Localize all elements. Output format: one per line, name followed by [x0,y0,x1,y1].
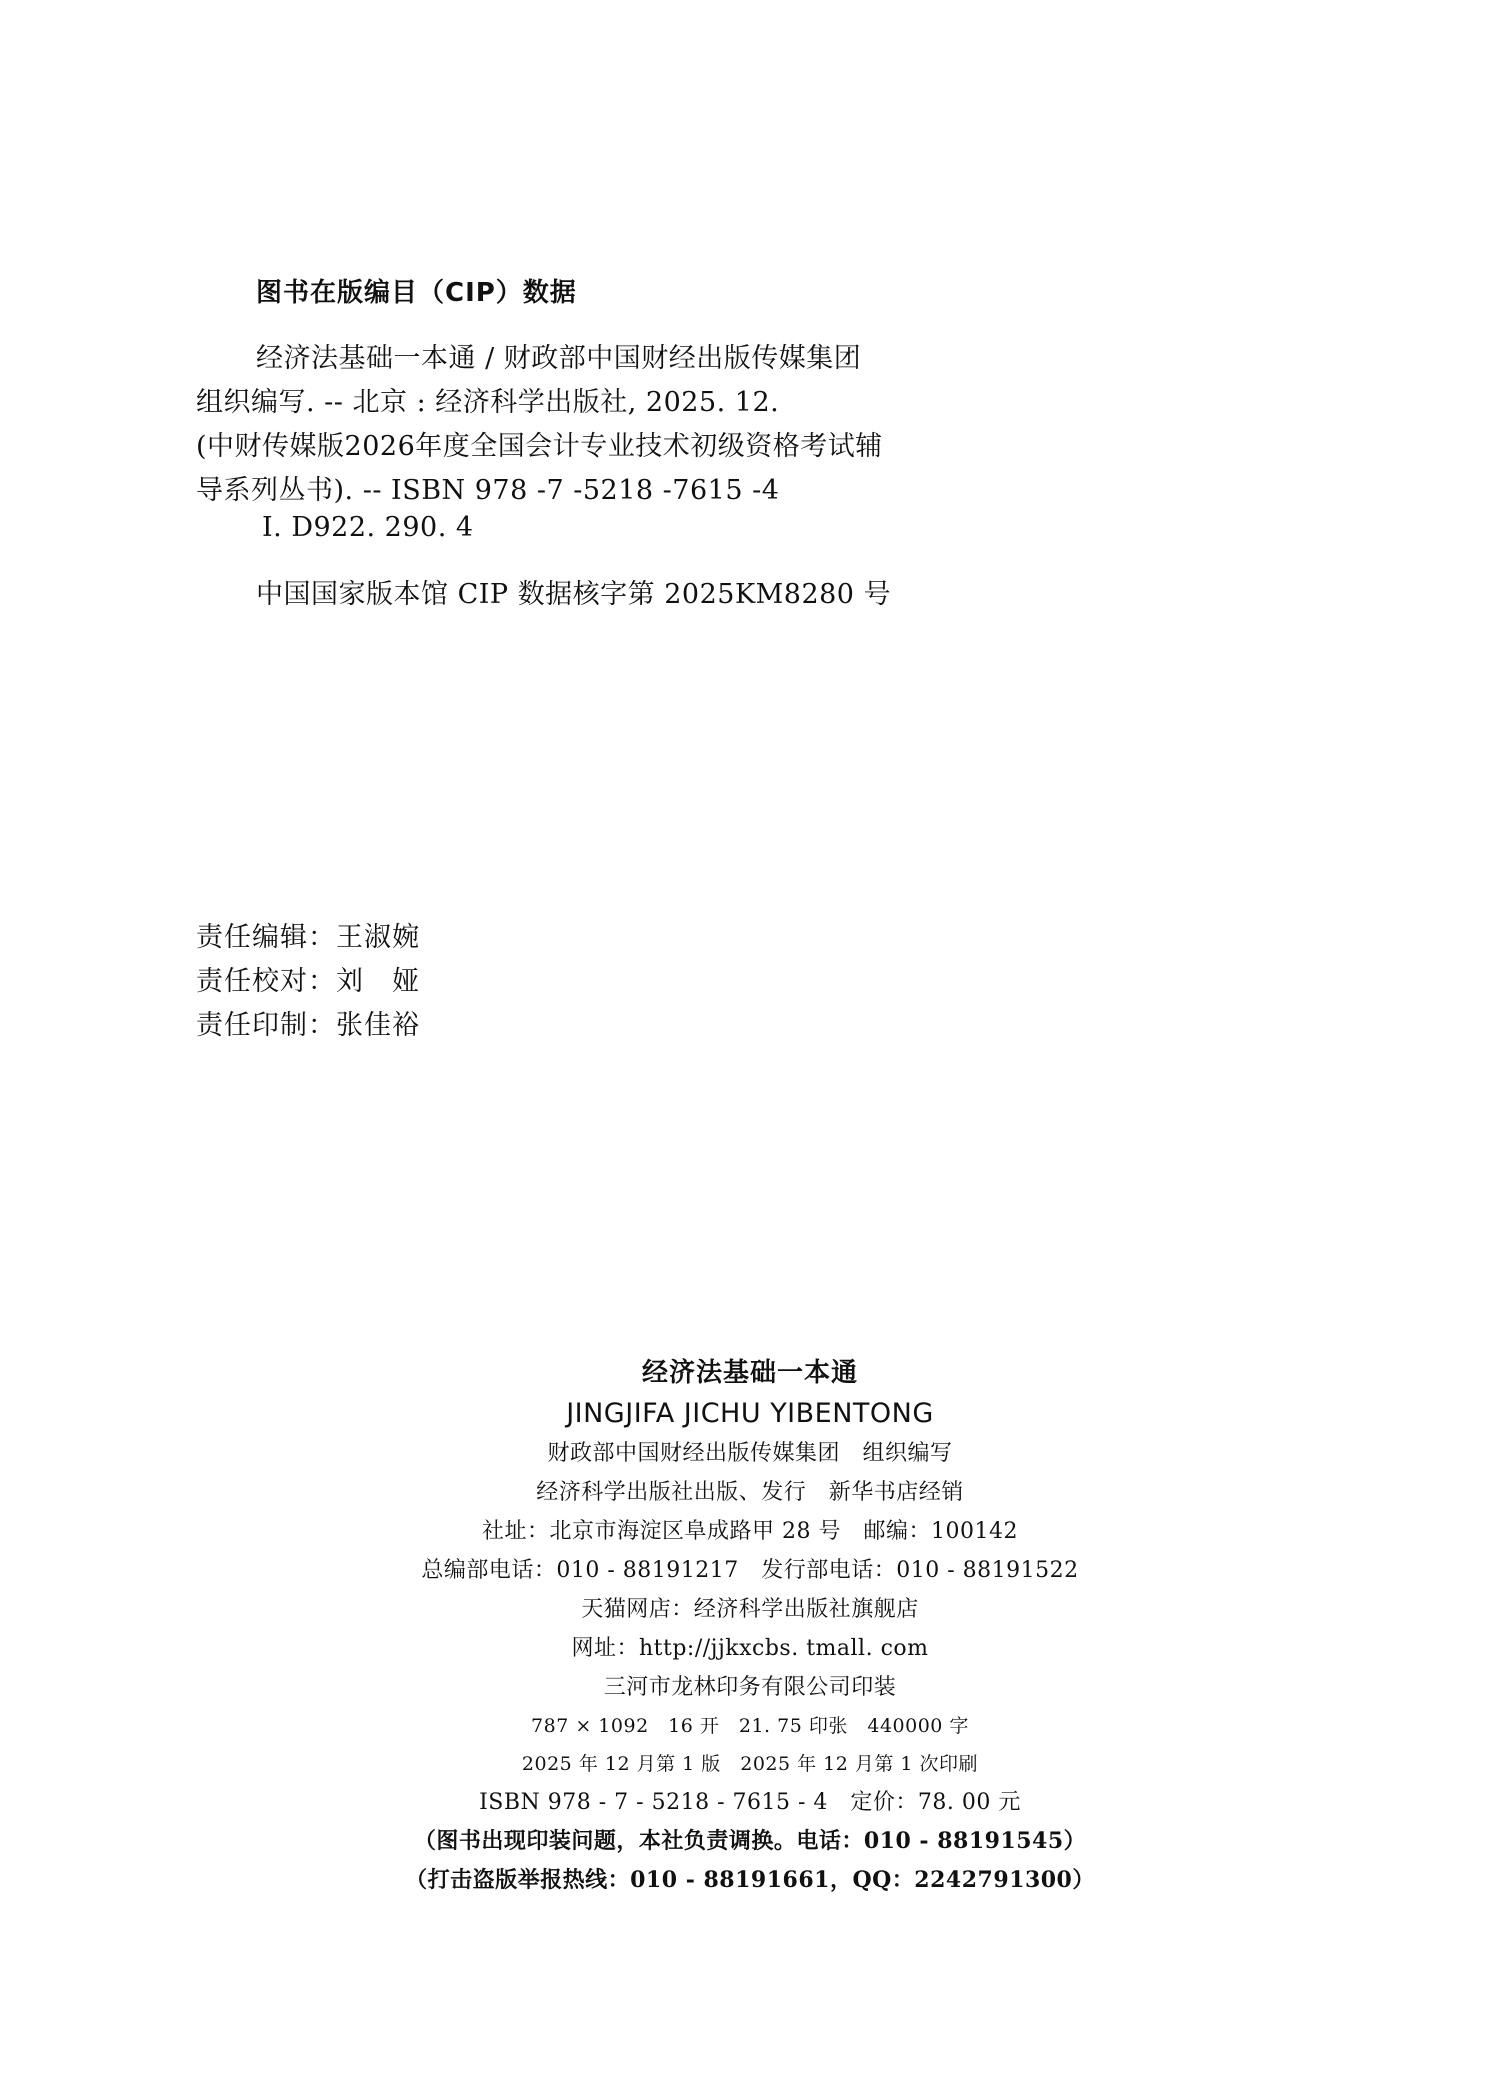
cip-line-3: (中财传媒版2026年度全国会计专业技术初级资格考试辅 [196,431,883,462]
colophon [350,1352,1150,1900]
book-title-pinyin: JINGJIFA JICHU YIBENTONG [566,1398,934,1429]
cip-line-1: 经济法基础一本通 / 财政部中国财经出版传媒集团 [256,343,862,374]
publisher-address: 社址：北京市海淀区阜成路甲 28 号 邮编：100142 [482,1519,1018,1544]
cip-line-2: 组织编写. -- 北京 : 经济科学出版社, 2025. 12. [196,387,780,418]
cip-line-4: 导系列丛书). -- ISBN 978 -7 -5218 -7615 -4 [196,475,780,506]
cip-classification: Ⅰ. D922. 290. 4 [262,512,474,543]
book-title: 经济法基础一本通 [641,1358,858,1388]
responsible-proofreader: 责任校对：刘 娅 [196,966,420,997]
compiler: 财政部中国财经出版传媒集团 组织编写 [547,1441,953,1466]
publisher-distributor: 经济科学出版社出版、发行 新华书店经销 [536,1480,964,1505]
printer: 三河市龙林印务有限公司印装 [603,1675,897,1700]
responsible-staff [196,916,420,1048]
piracy-notice: （打击盗版举报热线：010 - 88191661，QQ：2242791300） [405,1867,1095,1893]
responsible-editor: 责任编辑：王淑婉 [196,922,420,953]
book-format: 787 × 1092 16 开 21. 75 印张 440000 字 [531,1715,969,1737]
website: 网址：http://jjkxcbs. tmall. com [571,1636,929,1661]
isbn-price: ISBN 978 - 7 - 5218 - 7615 - 4 定价：78. 00 元 [479,1790,1021,1815]
cip-record-number: 中国国家版本馆 CIP 数据核字第 2025KM8280 号 [256,579,892,610]
cip-heading: 图书在版编目（CIP）数据 [256,278,577,308]
responsible-printing: 责任印制：张佳裕 [196,1010,420,1041]
quality-notice: （图书出现印装问题，本社负责调换。电话：010 - 88191545） [413,1828,1087,1854]
publisher-phones: 总编部电话：010 - 88191217 发行部电话：010 - 88191522 [421,1558,1079,1583]
tmall-store: 天猫网店：经济科学出版社旗舰店 [581,1597,919,1622]
edition-info: 2025 年 12 月第 1 版 2025 年 12 月第 1 次印刷 [521,1753,979,1775]
